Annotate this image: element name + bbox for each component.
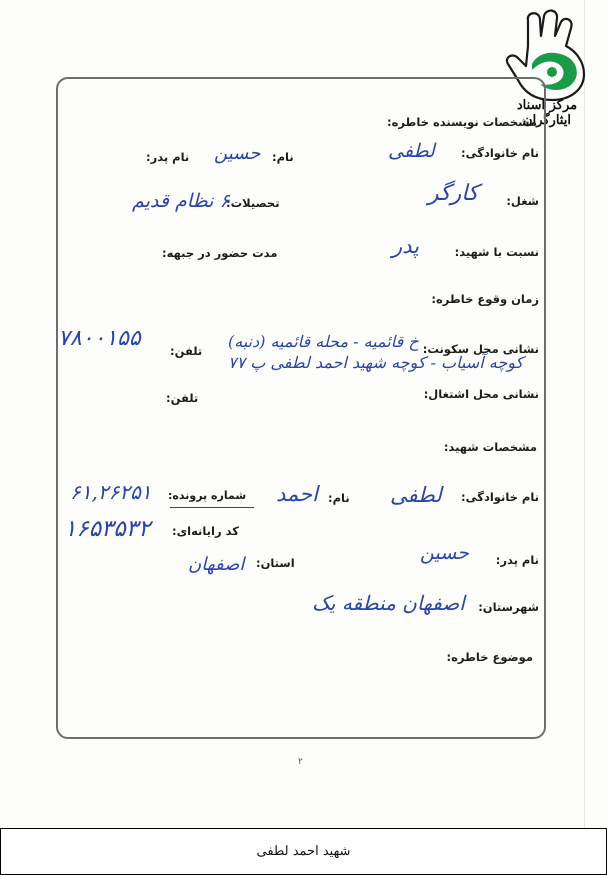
father-name-label: نام پدر: bbox=[146, 150, 190, 164]
job-label: شغل: bbox=[506, 194, 539, 208]
computer-code-value: ۱۶۵۳۵۳۲ bbox=[64, 516, 151, 542]
relation-value: پدر bbox=[392, 234, 420, 258]
family-name-label: نام خانوادگی: bbox=[461, 146, 539, 160]
martyr-name-label: نام: bbox=[328, 491, 350, 505]
martyr-name-value: احمد bbox=[276, 482, 318, 506]
page-number: ۲ bbox=[298, 757, 303, 767]
front-duration-label: مدت حضور در جبهه: bbox=[162, 246, 278, 260]
section-martyr-title: مشخصات شهید: bbox=[443, 440, 537, 454]
first-name-value: حسین bbox=[214, 143, 261, 164]
home-phone-label: تلفن: bbox=[170, 344, 203, 358]
province-label: استان: bbox=[256, 556, 295, 570]
logo-text: مرکز اسناد ایثارگران bbox=[516, 98, 578, 128]
work-address-label: نشانی محل اشتغال: bbox=[423, 387, 539, 401]
file-no-underline bbox=[170, 507, 254, 508]
home-address-label: نشانی محل سکونت: bbox=[422, 342, 539, 356]
memory-time-label: زمان وقوع خاطره: bbox=[431, 292, 539, 306]
martyr-family-label: نام خانوادگی: bbox=[461, 490, 539, 504]
city-value: اصفهان منطقه یک bbox=[312, 591, 465, 615]
relation-label: نسبت با شهید: bbox=[454, 245, 539, 259]
file-no-value: ۶۱,۲۶۲۵۱ bbox=[70, 480, 152, 504]
caption-text: شهید احمد لطفی bbox=[256, 844, 351, 859]
education-value: ۶ نظام قدیم bbox=[132, 190, 230, 212]
home-address-line1: خ قائمیه - محله قائمیه (دنبه) bbox=[228, 332, 419, 351]
city-label: شهرستان: bbox=[478, 600, 539, 614]
file-no-label: شماره پرونده: bbox=[168, 489, 247, 502]
home-phone-value: ۷۸۰۰۱۵۵ bbox=[58, 326, 141, 351]
martyr-father-label: نام پدر: bbox=[495, 553, 539, 567]
section-writer-title: مشخصات نویسنده خاطره: bbox=[387, 115, 537, 129]
job-value: کارگر bbox=[428, 181, 479, 206]
martyr-father-value: حسین bbox=[420, 542, 469, 564]
memory-topic-label: موضوع خاطره: bbox=[446, 650, 533, 664]
first-name-label: نام: bbox=[272, 150, 294, 164]
province-value: اصفهان bbox=[188, 554, 245, 575]
caption-bar bbox=[0, 828, 607, 875]
martyr-family-value: لطفی bbox=[390, 483, 442, 507]
computer-code-label: کد رایانه‌ای: bbox=[172, 524, 239, 538]
home-address-line2: کوچه آسیاب - کوچه شهید احمد لطفی پ ۷۷ bbox=[228, 353, 524, 372]
work-phone-label: تلفن: bbox=[166, 391, 199, 405]
form-frame bbox=[56, 77, 546, 739]
family-name-value: لطفی bbox=[388, 140, 435, 162]
education-label: تحصیلات: bbox=[226, 196, 280, 210]
